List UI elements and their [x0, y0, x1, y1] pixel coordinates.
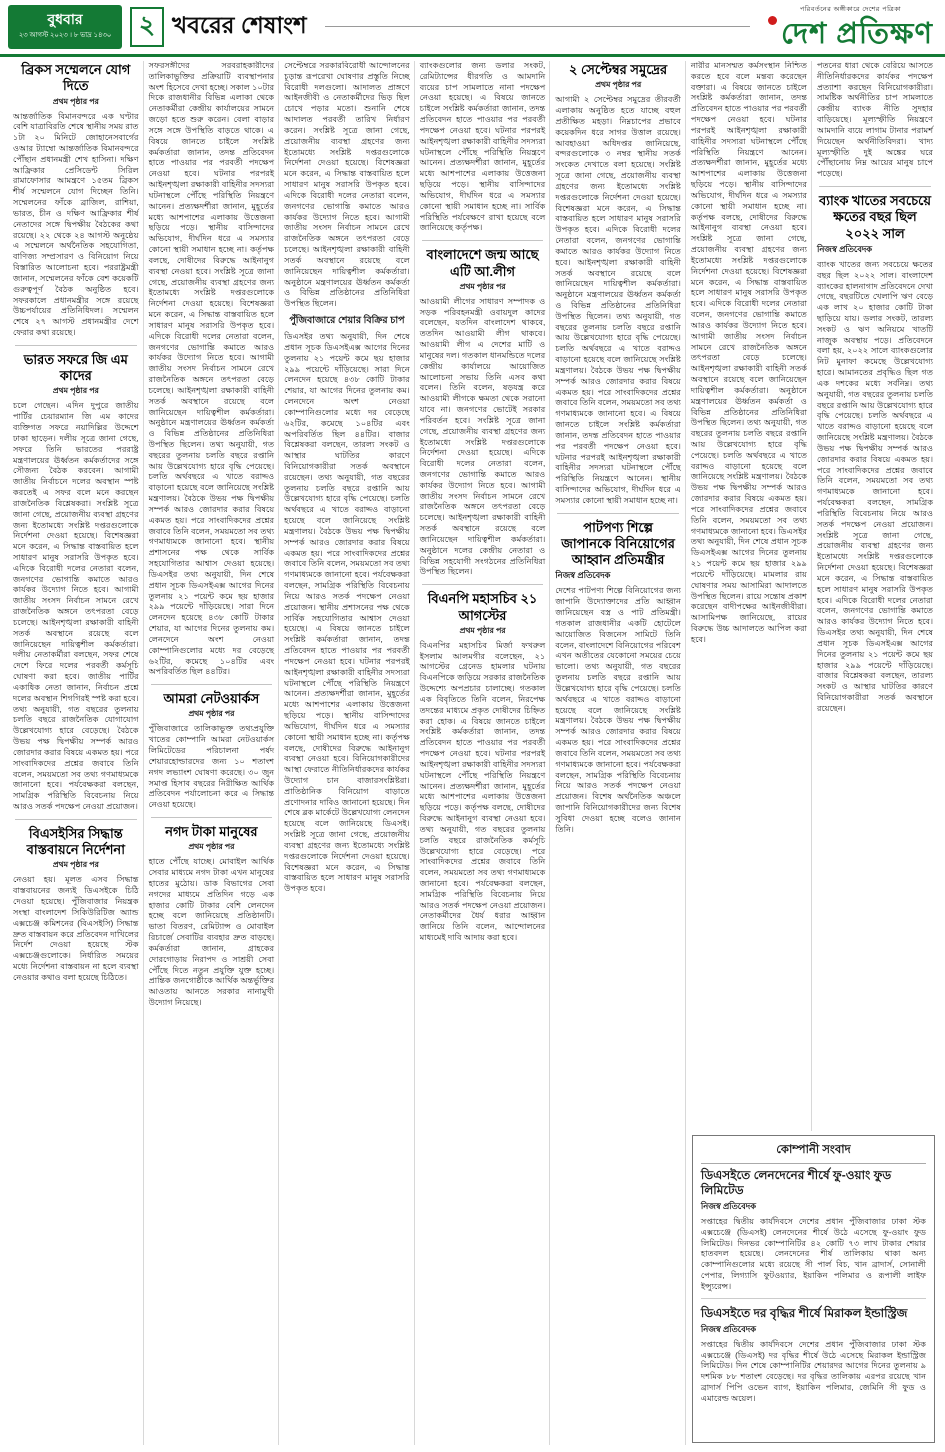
continued-from-page-one-label: প্রথম পৃষ্ঠার পর — [595, 80, 642, 90]
reporter-byline: নিজস্ব প্রতিবেদক — [700, 1323, 756, 1334]
news-column-5 — [549, 61, 685, 1445]
masthead-sun-icon — [768, 16, 777, 25]
article-headline: নগদ টাকা মানুষের — [151, 817, 273, 840]
article-body-text: দেশের পাটপণ্য শিল্পে বিনিয়োগের জন্য জাপানি উদ্যোক্তাদের প্রতি আহ্বান জানিয়েছেন বস্ত্র ও পাট প্রতিমন্ত্রী। গতকাল রাজধানীর একটি হোটেলে আয়োজিত বিজনেস সামিটে তিনি বলেন, বাংলাদেশে বিনিয়োগের পরিবেশ এখন অতীতের যেকোনো সময়ের চেয়ে ভালো। তথ্য অনুযায়ী, গত বছরের তুলনায় চলতি বছরে রপ্তানি আয় উল্লেখযোগ্য হারে বৃদ্ধি পেয়েছে। চলতি অর্থবছরে এ খাতে বরাদ্দও বাড়ানো হয়েছে বলে জানিয়েছে সংশ্লিষ্ট মন্ত্রণালয়। বৈঠকে উভয় পক্ষ দ্বিপক্ষীয় সম্পর্ক আরও জোরদার করার বিষয়ে একমত হয়। পরে সাংবাদিকদের প্রশ্নের জবাবে তিনি বলেন, সময়মতো সব তথ্য গণমাধ্যমকে জানানো হবে। পর্যবেক্ষকরা বলছেন, সামগ্রিক পরিস্থিতি বিবেচনায় নিয়ে আরও সতর্ক পদক্ষেপ নেওয়া প্রয়োজন। বিশেষ অর্থনৈতিক অঞ্চলে জাপানি বিনিয়োগকারীদের জন্য বিশেষ সুবিধা দেওয়া হচ্ছে বলেও জানান তিনি। — [555, 586, 681, 834]
section-title: খবরের শেষাংশ — [172, 12, 307, 38]
page-number: ২ — [130, 7, 164, 47]
company-article-headline: ডিএসইতে লেনদেনের শীর্ষে ফু-ওয়াং ফুড লিমিটেড — [700, 1168, 892, 1197]
article-headline: বাংলাদেশে জন্ম আছে এটি আ.লীগ — [422, 240, 544, 280]
continued-from-page-one-label: প্রথম পৃষ্ঠার পর — [52, 96, 99, 106]
article-headline: বিএসইসির সিদ্ধান্ত বাস্তবায়নে নির্দেশনা — [15, 819, 137, 859]
page-header — [0, 0, 945, 57]
continued-from-page-one-label: প্রথম পৃষ্ঠার পর — [459, 625, 506, 635]
main-content — [0, 57, 945, 1445]
reporter-byline: নিজস্ব প্রতিবেদক — [555, 570, 611, 581]
reporter-byline: নিজস্ব প্রতিবেদক — [700, 1201, 756, 1211]
article-body-text: ব্যাংকগুলোর জন্য ডলার সংকট, রেমিট্যান্সের ধীরগতি ও আমদানি ব্যয়ের চাপ সামলাতে নানা পদক্ষেপ নেওয়া হয়েছে। এ বিষয়ে জানতে চাইলে সংশ্লিষ্ট কর্মকর্তারা জানান, তদন্ত প্রতিবেদন হাতে পাওয়ার পর পরবর্তী পদক্ষেপ নেওয়া হবে। ঘটনার পরপরই আইনশৃঙ্খলা রক্ষাকারী বাহিনীর সদস্যরা ঘটনাস্থলে পৌঁছে পরিস্থিতি নিয়ন্ত্রণে আনেন। প্রত্যক্ষদর্শীরা জানান, মুহূর্তের মধ্যে আশপাশের এলাকায় উত্তেজনা ছড়িয়ে পড়ে। স্থানীয় বাসিন্দাদের অভিযোগ, দীর্ঘদিন ধরে এ সমস্যার কোনো স্থায়ী সমাধান হচ্ছে না। সার্বিক পরিস্থিতি পর্যবেক্ষণে রাখা হয়েছে বলে জানিয়েছে কর্তৃপক্ষ। — [419, 61, 546, 233]
masthead-title — [768, 16, 933, 49]
article-headline: পাটপণ্য শিল্পে জাপানকে বিনিয়োগের আহ্বান প্রতিমন্ত্রীর — [557, 513, 679, 569]
company-article-headline: ডিএসইতে দর বৃদ্ধির শীর্ষে মিরাকল ইন্ডাস্ট্রিজ — [700, 1305, 908, 1320]
continued-from-page-one-label: প্রথম পৃষ্ঠার পর — [52, 386, 99, 396]
article-body-text: সপ্তাহের দ্বিতীয় কার্যদিবসে দেশের প্রধান পুঁজিবাজার ঢাকা স্টক এক্সচেঞ্জে (ডিএসই) দর বৃদ্ধির শীর্ষে উঠে এসেছে মিরাকল ইন্ডাস্ট্রিজ লিমিটেড। দিন শেষে কোম্পানিটির শেয়ারদর আগের দিনের তুলনায় ৯ দশমিক ৮৮ শতাংশ বেড়েছে। দর বৃদ্ধির তালিকায় এরপর রয়েছে খান ব্রাদার্স পিপি ওভেন ব্যাগ, ইয়াকিন পলিমার, জেমিনি সী ফুড ও এমারেল্ড অয়েল। — [700, 1339, 927, 1403]
masthead-tagline: পরিবর্তনের অঙ্গীকারে দেশের পত্রিকা — [799, 6, 902, 13]
continued-from-page-one-label: প্রথম পৃষ্ঠার পর — [188, 842, 235, 852]
continued-from-page-one-label: প্রথম পৃষ্ঠার পর — [188, 709, 235, 719]
news-column-6 — [686, 61, 811, 1131]
article-headline: ব্যাংক খাতের সবচেয়ে ক্ষতের বছর ছিল ২০২২ সাল — [819, 186, 931, 242]
article-body-text: আন্তর্জাতিক বিমানবন্দরে এক ঘণ্টার বেশি যাত্রাবিরতি শেষে স্থানীয় সময় রাত ১টা ২০ মিনিটে জোহানেসবার্গের ওআর ট্যাম্বো আন্তর্জাতিক বিমানবন্দরে পৌঁছান প্রধানমন্ত্রী শেখ হাসিনা। দক্ষিণ আফ্রিকার প্রেসিডেন্ট সিরিল রামাফোসার আমন্ত্রণে ১৫তম ব্রিকস শীর্ষ সম্মেলনে যোগ দিচ্ছেন তিনি। সম্মেলনের ফাঁকে ব্রাজিল, রাশিয়া, ভারত, চীন ও দক্ষিণ আফ্রিকার শীর্ষ নেতাদের সঙ্গে দ্বিপক্ষীয় বৈঠকের কথা রয়েছে। ২২ থেকে ২৪ আগস্ট অনুষ্ঠেয় এ সম্মেলনে অর্থনৈতিক সহযোগিতা, বাণিজ্য সম্প্রসারণ ও বিনিয়োগ নিয়ে বিস্তারিত আলোচনা হবে। পররাষ্ট্রমন্ত্রী জানান, সম্মেলনের ফাঁকে বেশ কয়েকটি গুরুত্বপূর্ণ বৈঠক অনুষ্ঠিত হবে। সফরকালে প্রধানমন্ত্রীর সঙ্গে রয়েছে উচ্চপর্যায়ের প্রতিনিধিদল। সম্মেলন শেষে ২৭ আগস্ট প্রধানমন্ত্রীর দেশে ফেরার কথা রয়েছে। — [13, 111, 139, 338]
company-news-item — [701, 1298, 926, 1405]
article-body-text: বিএনপির মহাসচিব মির্জা ফখরুল ইসলাম আলমগীর বলেছেন, ২১ আগস্টের গ্রেনেড হামলার ঘটনায় বিএনপিকে জড়িয়ে সরকার রাজনৈতিক উদ্দেশ্যে অপপ্রচার চালাচ্ছে। গতকাল এক বিবৃতিতে তিনি বলেন, নিরপেক্ষ তদন্তের মাধ্যমে প্রকৃত দোষীদের চিহ্নিত করা হোক। এ বিষয়ে জানতে চাইলে সংশ্লিষ্ট কর্মকর্তারা জানান, তদন্ত প্রতিবেদন হাতে পাওয়ার পর পরবর্তী পদক্ষেপ নেওয়া হবে। ঘটনার পরপরই আইনশৃঙ্খলা রক্ষাকারী বাহিনীর সদস্যরা ঘটনাস্থলে পৌঁছে পরিস্থিতি নিয়ন্ত্রণে আনেন। প্রত্যক্ষদর্শীরা জানান, মুহূর্তের মধ্যে আশপাশের এলাকায় উত্তেজনা ছড়িয়ে পড়ে। কর্তৃপক্ষ বলছে, দোষীদের বিরুদ্ধে আইনানুগ ব্যবস্থা নেওয়া হবে। তথ্য অনুযায়ী, গত বছরের তুলনায় চলতি বছরে রাজনৈতিক কর্মসূচি উল্লেখযোগ্য হারে বেড়েছে। পরে সাংবাদিকদের প্রশ্নের জবাবে তিনি বলেন, সময়মতো সব তথ্য গণমাধ্যমকে জানানো হবে। পর্যবেক্ষকরা বলছেন, সামগ্রিক পরিস্থিতি বিবেচনায় নিয়ে আরও সতর্ক পদক্ষেপ নেওয়া প্রয়োজন। নেতাকর্মীদের ধৈর্য ধরার আহ্বান জানিয়ে তিনি বলেন, আন্দোলনের মাধ্যমেই দাবি আদায় করা হবে। — [419, 640, 546, 943]
article-body-text: নারীর মানসম্মত কর্মসংস্থান নিশ্চিত করতে হবে বলে মন্তব্য করেছেন বক্তারা। এ বিষয়ে জানতে চাইলে সংশ্লিষ্ট কর্মকর্তারা জানান, তদন্ত প্রতিবেদন হাতে পাওয়ার পর পরবর্তী পদক্ষেপ নেওয়া হবে। ঘটনার পরপরই আইনশৃঙ্খলা রক্ষাকারী বাহিনীর সদস্যরা ঘটনাস্থলে পৌঁছে পরিস্থিতি নিয়ন্ত্রণে আনেন। প্রত্যক্ষদর্শীরা জানান, মুহূর্তের মধ্যে আশপাশের এলাকায় উত্তেজনা ছড়িয়ে পড়ে। স্থানীয় বাসিন্দাদের অভিযোগ, দীর্ঘদিন ধরে এ সমস্যার কোনো স্থায়ী সমাধান হচ্ছে না। কর্তৃপক্ষ বলছে, দোষীদের বিরুদ্ধে আইনানুগ ব্যবস্থা নেওয়া হবে। সংশ্লিষ্ট সূত্রে জানা গেছে, প্রয়োজনীয় ব্যবস্থা গ্রহণের জন্য ইতোমধ্যে সংশ্লিষ্ট দপ্তরগুলোকে নির্দেশনা দেওয়া হয়েছে। বিশেষজ্ঞরা মনে করেন, এ সিদ্ধান্ত বাস্তবায়িত হলে সাধারণ মানুষ সরাসরি উপকৃত হবে। এদিকে বিরোধী দলের নেতারা বলেন, জনগণের ভোগান্তি কমাতে আরও কার্যকর উদ্যোগ নিতে হবে। আগামী জাতীয় সংসদ নির্বাচন সামনে রেখে রাজনৈতিক অঙ্গনে তৎপরতা বেড়ে চলেছে। আইনশৃঙ্খলা রক্ষাকারী বাহিনী সতর্ক অবস্থানে রয়েছে বলে জানিয়েছেন দায়িত্বশীল কর্মকর্তারা। অনুষ্ঠানে মন্ত্রণালয়ের ঊর্ধ্বতন কর্মকর্তা ও বিভিন্ন প্রতিষ্ঠানের প্রতিনিধিরা উপস্থিত ছিলেন। তথ্য অনুযায়ী, গত বছরের তুলনায় চলতি বছরে রপ্তানি আয় উল্লেখযোগ্য হারে বৃদ্ধি পেয়েছে। চলতি অর্থবছরে এ খাতে বরাদ্দও বাড়ানো হয়েছে বলে জানিয়েছে সংশ্লিষ্ট মন্ত্রণালয়। বৈঠকে উভয় পক্ষ দ্বিপক্ষীয় সম্পর্ক আরও জোরদার করার বিষয়ে একমত হয়। পরে সাংবাদিকদের প্রশ্নের জবাবে তিনি বলেন, সময়মতো সব তথ্য গণমাধ্যমকে জানানো হবে। ডিএসইর তথ্য অনুযায়ী, দিন শেষে প্রধান সূচক ডিএসইএক্স আগের দিনের তুলনায় ২১ পয়েন্ট কমে ছয় হাজার ২৯৯ পয়েন্টে দাঁড়িয়েছে। মামলার রায় ঘোষণার সময় আসামিরা আদালতে উপস্থিত ছিলেন। রায়ে সন্তোষ প্রকাশ করেছেন বাদীপক্ষের আইনজীবীরা। আসামিপক্ষ জানিয়েছে, রায়ের বিরুদ্ধে উচ্চ আদালতে আপিল করা হবে। — [690, 61, 807, 644]
article-headline: বিএনপি মহাসচিব ২১ আগস্টের — [422, 584, 544, 624]
right-section — [685, 61, 937, 1445]
header-rule — [325, 26, 750, 27]
article-body-text: নেওয়া হয়। মূলত এসব সিদ্ধান্ত বাস্তবায়নের জন্যই ডিএসইকে চিঠি দেওয়া হয়েছে। পুঁজিবাজার নিয়ন্ত্রক সংস্থা বাংলাদেশ সিকিউরিটিজ অ্যান্ড এক্সচেঞ্জ কমিশনের (বিএসইসি) সিদ্ধান্ত দ্রুত বাস্তবায়ন করে প্রতিবেদন দাখিলের নির্দেশ দেওয়া হয়েছে স্টক এক্সচেঞ্জগুলোকে। নির্ধারিত সময়ের মধ্যে নির্দেশনা বাস্তবায়ন না হলে ব্যবস্থা নেওয়ার কথাও বলা হয়েছে চিঠিতে। — [13, 875, 139, 982]
article-headline: ২ সেপ্টেম্বর সমুদ্রের — [568, 62, 668, 77]
news-column-4 — [414, 61, 550, 1445]
article-body-text: ডিএসইর তথ্য অনুযায়ী, দিন শেষে প্রধান সূচক ডিএসইএক্স আগের দিনের তুলনায় ২১ পয়েন্ট কমে ছয় হাজার ২৯৯ পয়েন্টে দাঁড়িয়েছে। সারা দিনে লেনদেন হয়েছে ৪৩৮ কোটি টাকার শেয়ার, যা আগের দিনের তুলনায় কম। লেনদেনে অংশ নেওয়া কোম্পানিগুলোর মধ্যে দর বেড়েছে ৬২টির, কমেছে ১০৪টির এবং অপরিবর্তিত ছিল ৪৪টির। বাজার বিশ্লেষকরা বলছেন, তারল্য সংকট ও আস্থার ঘাটতির কারণে বিনিয়োগকারীরা সতর্ক অবস্থানে রয়েছেন। তথ্য অনুযায়ী, গত বছরের তুলনায় চলতি বছরে রপ্তানি আয় উল্লেখযোগ্য হারে বৃদ্ধি পেয়েছে। চলতি অর্থবছরে এ খাতে বরাদ্দও বাড়ানো হয়েছে বলে জানিয়েছে সংশ্লিষ্ট মন্ত্রণালয়। বৈঠকে উভয় পক্ষ দ্বিপক্ষীয় সম্পর্ক আরও জোরদার করার বিষয়ে একমত হয়। পরে সাংবাদিকদের প্রশ্নের জবাবে তিনি বলেন, সময়মতো সব তথ্য গণমাধ্যমকে জানানো হবে। পর্যবেক্ষকরা বলছেন, সামগ্রিক পরিস্থিতি বিবেচনায় নিয়ে আরও সতর্ক পদক্ষেপ নেওয়া প্রয়োজন। স্থানীয় প্রশাসনের পক্ষ থেকে সার্বিক সহযোগিতার আশ্বাস দেওয়া হয়েছে। এ বিষয়ে জানতে চাইলে সংশ্লিষ্ট কর্মকর্তারা জানান, তদন্ত প্রতিবেদন হাতে পাওয়ার পর পরবর্তী পদক্ষেপ নেওয়া হবে। ঘটনার পরপরই আইনশৃঙ্খলা রক্ষাকারী বাহিনীর সদস্যরা ঘটনাস্থলে পৌঁছে পরিস্থিতি নিয়ন্ত্রণে আনেন। প্রত্যক্ষদর্শীরা জানান, মুহূর্তের মধ্যে আশপাশের এলাকায় উত্তেজনা ছড়িয়ে পড়ে। স্থানীয় বাসিন্দাদের অভিযোগ, দীর্ঘদিন ধরে এ সমস্যার কোনো স্থায়ী সমাধান হচ্ছে না। কর্তৃপক্ষ বলছে, দোষীদের বিরুদ্ধে আইনানুগ ব্যবস্থা নেওয়া হবে। বিনিয়োগকারীদের আস্থা ফেরাতে নীতিনির্ধারকদের কার্যকর উদ্যোগ চান বাজারসংশ্লিষ্টরা। প্রাতিষ্ঠানিক বিনিয়োগ বাড়াতে প্রণোদনার দাবিও জানানো হয়েছে। দিন শেষে ব্লক মার্কেটে উল্লেখযোগ্য লেনদেন হয়েছে বলে জানিয়েছে ডিএসই। সংশ্লিষ্ট সূত্রে জানা গেছে, প্রয়োজনীয় ব্যবস্থা গ্রহণের জন্য ইতোমধ্যে সংশ্লিষ্ট দপ্তরগুলোকে নির্দেশনা দেওয়া হয়েছে। বিশেষজ্ঞরা মনে করেন, এ সিদ্ধান্ত বাস্তবায়িত হলে সাধারণ মানুষ সরাসরি উপকৃত হবে। — [284, 332, 410, 894]
article-body-text: ব্যাংক খাতের জন্য সবচেয়ে ক্ষতের বছর ছিল ২০২২ সাল। বাংলাদেশ ব্যাংকের হালনাগাদ প্রতিবেদনে দেখা গেছে, বছরটিতে খেলাপি ঋণ বেড়ে এক লাখ ২০ হাজার কোটি টাকা ছাড়িয়ে যায়। ডলার সংকট, তারল্য সংকট ও ঋণ অনিয়মে খাতটি নাজুক অবস্থায় পড়ে। প্রতিবেদনে বলা হয়, ২০২২ সালে ব্যাংকগুলোর নিট মুনাফা কমেছে উল্লেখযোগ্য হারে। আমানতের প্রবৃদ্ধিও ছিল গত এক দশকের মধ্যে সর্বনিম্ন। তথ্য অনুযায়ী, গত বছরের তুলনায় চলতি বছরে রপ্তানি আয় উল্লেখযোগ্য হারে বৃদ্ধি পেয়েছে। চলতি অর্থবছরে এ খাতে বরাদ্দও বাড়ানো হয়েছে বলে জানিয়েছে সংশ্লিষ্ট মন্ত্রণালয়। বৈঠকে উভয় পক্ষ দ্বিপক্ষীয় সম্পর্ক আরও জোরদার করার বিষয়ে একমত হয়। পরে সাংবাদিকদের প্রশ্নের জবাবে তিনি বলেন, সময়মতো সব তথ্য গণমাধ্যমকে জানানো হবে। পর্যবেক্ষকরা বলছেন, সামগ্রিক পরিস্থিতি বিবেচনায় নিয়ে আরও সতর্ক পদক্ষেপ নেওয়া প্রয়োজন। সংশ্লিষ্ট সূত্রে জানা গেছে, প্রয়োজনীয় ব্যবস্থা গ্রহণের জন্য ইতোমধ্যে সংশ্লিষ্ট দপ্তরগুলোকে নির্দেশনা দেওয়া হয়েছে। বিশেষজ্ঞরা মনে করেন, এ সিদ্ধান্ত বাস্তবায়িত হলে সাধারণ মানুষ সরাসরি উপকৃত হবে। এদিকে বিরোধী দলের নেতারা বলেন, জনগণের ভোগান্তি কমাতে আরও কার্যকর উদ্যোগ নিতে হবে। ডিএসইর তথ্য অনুযায়ী, দিন শেষে প্রধান সূচক ডিএসইএক্স আগের দিনের তুলনায় ২১ পয়েন্ট কমে ছয় হাজার ২৯৯ পয়েন্টে দাঁড়িয়েছে। বাজার বিশ্লেষকরা বলছেন, তারল্য সংকট ও আস্থার ঘাটতির কারণে বিনিয়োগকারীরা সতর্ক অবস্থানে রয়েছেন। — [816, 259, 934, 713]
article-body-text: সপ্তাহের দ্বিতীয় কার্যদিবসে দেশের প্রধান পুঁজিবাজার ঢাকা স্টক এক্সচেঞ্জে (ডিএসই) লেনদেনের শীর্ষে উঠে এসেছে ফু-ওয়াং ফুড লিমিটেড। দিনভর কোম্পানিটির ৪২ কোটি ৭৩ লাখ টাকার শেয়ার হাতবদল হয়েছে। লেনদেনের শীর্ষ তালিকায় থাকা অন্য কোম্পানিগুলোর মধ্যে রয়েছে সী পার্ল বিচ, খান ব্রাদার্স, সোনালী পেপার, লিগ্যাসি ফুটওয়্যার, ইয়াকিন পলিমার ও রূপালী লাইফ ইন্স্যুরেন্স। — [700, 1217, 927, 1291]
article-body-text: আওয়ামী লীগের সাধারণ সম্পাদক ও সড়ক পরিবহনমন্ত্রী ওবায়দুল কাদের বলেছেন, যতদিন বাংলাদেশ থাকবে, ততদিন আওয়ামী লীগ থাকবে। আওয়ামী লীগ এ দেশের মাটি ও মানুষের দল। গতকাল ধানমন্ডিতে দলের কেন্দ্রীয় কার্যালয়ে আয়োজিত আলোচনা সভায় তিনি এসব কথা বলেন। তিনি বলেন, ষড়যন্ত্র করে আওয়ামী লীগকে ক্ষমতা থেকে সরানো যাবে না। জনগণের ভোটেই সরকার পরিবর্তন হবে। সংশ্লিষ্ট সূত্রে জানা গেছে, প্রয়োজনীয় ব্যবস্থা গ্রহণের জন্য ইতোমধ্যে সংশ্লিষ্ট দপ্তরগুলোকে নির্দেশনা দেওয়া হয়েছে। এদিকে বিরোধী দলের নেতারা বলেন, জনগণের ভোগান্তি কমাতে আরও কার্যকর উদ্যোগ নিতে হবে। আগামী জাতীয় সংসদ নির্বাচন সামনে রেখে রাজনৈতিক অঙ্গনে তৎপরতা বেড়ে চলেছে। আইনশৃঙ্খলা রক্ষাকারী বাহিনী সতর্ক অবস্থানে রয়েছে বলে জানিয়েছেন দায়িত্বশীল কর্মকর্তারা। অনুষ্ঠানে দলের কেন্দ্রীয় নেতারা ও বিভিন্ন সহযোগী সংগঠনের প্রতিনিধিরা উপস্থিত ছিলেন। — [419, 296, 546, 577]
article-body-text: হাতে পৌঁছে যাচ্ছে। মোবাইল আর্থিক সেবার মাধ্যমে নগদ টাকা এখন মানুষের হাতের মুঠোয়। ডাক বিভাগের সেবা নগদের মাধ্যমে প্রতিদিন গড়ে এক হাজার কোটি টাকার বেশি লেনদেন হচ্ছে বলে জানিয়েছে প্রতিষ্ঠানটি। ভাতা বিতরণ, রেমিট্যান্স ও মোবাইল রিচার্জে সেবাটির ব্যবহার দ্রুত বাড়ছে। কর্মকর্তারা জানান, গ্রাহকের দোরগোড়ায় নিরাপদ ও সাশ্রয়ী সেবা পৌঁছে দিতে নতুন প্রযুক্তি যুক্ত হচ্ছে। প্রান্তিক জনগোষ্ঠীকে আর্থিক অন্তর্ভুক্তির আওতায় আনতে সরকার নানামুখী উদ্যোগ নিয়েছে। — [148, 857, 275, 1008]
date-box — [8, 5, 122, 49]
article-headline: ব্রিকস সম্মেলনে যোগ দিতে — [21, 62, 131, 94]
weekday-label: বুধবার — [47, 10, 83, 27]
company-items — [701, 1168, 926, 1405]
masthead — [768, 4, 937, 49]
article-body-text: আগামী ২ সেপ্টেম্বর সমুদ্রের তীরবর্তী এলাকায় অনুষ্ঠিত হতে যাচ্ছে বহুল প্রতীক্ষিত মহড়া। নিম্নচাপের প্রভাবে কয়েকদিন ধরে সাগর উত্তাল রয়েছে। আবহাওয়া অধিদপ্তর জানিয়েছে, বন্দরগুলোকে ৩ নম্বর স্থানীয় সতর্ক সংকেত দেখাতে বলা হয়েছে। সংশ্লিষ্ট সূত্রে জানা গেছে, প্রয়োজনীয় ব্যবস্থা গ্রহণের জন্য ইতোমধ্যে সংশ্লিষ্ট দপ্তরগুলোকে নির্দেশনা দেওয়া হয়েছে। বিশেষজ্ঞরা মনে করেন, এ সিদ্ধান্ত বাস্তবায়িত হলে সাধারণ মানুষ সরাসরি উপকৃত হবে। এদিকে বিরোধী দলের নেতারা বলেন, জনগণের ভোগান্তি কমাতে আরও কার্যকর উদ্যোগ নিতে হবে। আইনশৃঙ্খলা রক্ষাকারী বাহিনী সতর্ক অবস্থানে রয়েছে বলে জানিয়েছেন দায়িত্বশীল কর্মকর্তারা। অনুষ্ঠানে মন্ত্রণালয়ের ঊর্ধ্বতন কর্মকর্তা ও বিভিন্ন প্রতিষ্ঠানের প্রতিনিধিরা উপস্থিত ছিলেন। তথ্য অনুযায়ী, গত বছরের তুলনায় চলতি বছরে রপ্তানি আয় উল্লেখযোগ্য হারে বৃদ্ধি পেয়েছে। চলতি অর্থবছরে এ খাতে বরাদ্দও বাড়ানো হয়েছে বলে জানিয়েছে সংশ্লিষ্ট মন্ত্রণালয়। বৈঠকে উভয় পক্ষ দ্বিপক্ষীয় সম্পর্ক আরও জোরদার করার বিষয়ে একমত হয়। পরে সাংবাদিকদের প্রশ্নের জবাবে তিনি বলেন, সময়মতো সব তথ্য গণমাধ্যমকে জানানো হবে। এ বিষয়ে জানতে চাইলে সংশ্লিষ্ট কর্মকর্তারা জানান, তদন্ত প্রতিবেদন হাতে পাওয়ার পর পরবর্তী পদক্ষেপ নেওয়া হবে। ঘটনার পরপরই আইনশৃঙ্খলা রক্ষাকারী বাহিনীর সদস্যরা ঘটনাস্থলে পৌঁছে পরিস্থিতি নিয়ন্ত্রণে আনেন। স্থানীয় বাসিন্দাদের অভিযোগ, দীর্ঘদিন ধরে এ সমস্যার কোনো স্থায়ী সমাধান হচ্ছে না। — [555, 95, 681, 505]
news-column-3 — [278, 61, 414, 1445]
article-body-text: পতনের ধারা থেকে বেরিয়ে আসতে নীতিনির্ধারকদের কার্যকর পদক্ষেপ প্রত্যাশা করছেন বিনিয়োগকারীরা। সামষ্টিক অর্থনীতির চাপ সামলাতে কেন্দ্রীয় ব্যাংক নীতি সুদহার বাড়িয়েছে। মূল্যস্ফীতি নিয়ন্ত্রণে আমদানি ব্যয়ে লাগাম টানার পরামর্শ দিয়েছেন অর্থনীতিবিদরা। খাদ্য মূল্যস্ফীতি দুই অঙ্কের ঘরে পৌঁছানোয় নিম্ন আয়ের মানুষ চাপে পড়েছে। — [816, 61, 934, 179]
company-news-item — [701, 1168, 926, 1293]
date-line: ২৩ আগস্ট ২০২৩ । ৮ ভাদ্র ১৪৩০ — [18, 32, 112, 40]
article-headline: ভারত সফরে জি এম কাদের — [15, 345, 137, 385]
article-body-text: সেপ্টেম্বরে সরকারবিরোধী আন্দোলনের চূড়ান্ত রূপরেখা ঘোষণার প্রস্তুতি নিচ্ছে বিরোধী দলগুলো। আদালত প্রাঙ্গণে আইনজীবী ও নেতাকর্মীদের ভিড় ছিল চোখে পড়ার মতো। শুনানি শেষে আদালত পরবর্তী তারিখ নির্ধারণ করেন। সংশ্লিষ্ট সূত্রে জানা গেছে, প্রয়োজনীয় ব্যবস্থা গ্রহণের জন্য ইতোমধ্যে সংশ্লিষ্ট দপ্তরগুলোকে নির্দেশনা দেওয়া হয়েছে। বিশেষজ্ঞরা মনে করেন, এ সিদ্ধান্ত বাস্তবায়িত হলে সাধারণ মানুষ সরাসরি উপকৃত হবে। এদিকে বিরোধী দলের নেতারা বলেন, জনগণের ভোগান্তি কমাতে আরও কার্যকর উদ্যোগ নিতে হবে। আগামী জাতীয় সংসদ নির্বাচন সামনে রেখে রাজনৈতিক অঙ্গনে তৎপরতা বেড়ে চলেছে। আইনশৃঙ্খলা রক্ষাকারী বাহিনী সতর্ক অবস্থানে রয়েছে বলে জানিয়েছেন দায়িত্বশীল কর্মকর্তারা। অনুষ্ঠানে মন্ত্রণালয়ের ঊর্ধ্বতন কর্মকর্তা ও বিভিন্ন প্রতিষ্ঠানের প্রতিনিধিরা উপস্থিত ছিলেন। — [284, 61, 410, 309]
news-column-2 — [143, 61, 279, 1445]
continued-from-page-one-label: প্রথম পৃষ্ঠার পর — [52, 860, 99, 870]
article-body-text: চলে গেছেন। এদিন দুপুরে জাতীয় পার্টির চেয়ারম্যান জি এম কাদের ব্যক্তিগত সফরে নয়াদিল্লির উদ্দেশে ঢাকা ছাড়েন। দলীয় সূত্রে জানা গেছে, সফরে তিনি ভারতের পররাষ্ট্র মন্ত্রণালয়ের ঊর্ধ্বতন কর্মকর্তাদের সঙ্গে সৌজন্য বৈঠক করবেন। আগামী জাতীয় নির্বাচনে দলের অবস্থান স্পষ্ট করতেই এ সফর বলে মনে করছেন রাজনৈতিক বিশ্লেষকরা। সংশ্লিষ্ট সূত্রে জানা গেছে, প্রয়োজনীয় ব্যবস্থা গ্রহণের জন্য ইতোমধ্যে সংশ্লিষ্ট দপ্তরগুলোকে নির্দেশনা দেওয়া হয়েছে। বিশেষজ্ঞরা মনে করেন, এ সিদ্ধান্ত বাস্তবায়িত হলে সাধারণ মানুষ সরাসরি উপকৃত হবে। এদিকে বিরোধী দলের নেতারা বলেন, জনগণের ভোগান্তি কমাতে আরও কার্যকর উদ্যোগ নিতে হবে। আগামী জাতীয় সংসদ নির্বাচন সামনে রেখে রাজনৈতিক অঙ্গনে তৎপরতা বেড়ে চলেছে। আইনশৃঙ্খলা রক্ষাকারী বাহিনী সতর্ক অবস্থানে রয়েছে বলে জানিয়েছেন দায়িত্বশীল কর্মকর্তারা। দলীয় নেতাকর্মীরা বলছেন, সফর শেষে দেশে ফিরে দলের পরবর্তী কর্মসূচি ঘোষণা করা হবে। জাতীয় পার্টির একাধিক নেতা জানান, নির্বাচন প্রশ্নে দলের অবস্থান শিগগিরই স্পষ্ট করা হবে। তথ্য অনুযায়ী, গত বছরের তুলনায় চলতি বছরে রাজনৈতিক যোগাযোগ উল্লেখযোগ্য হারে বেড়েছে। বৈঠকে উভয় পক্ষ দ্বিপক্ষীয় সম্পর্ক আরও জোরদার করার বিষয়ে একমত হয়। পরে সাংবাদিকদের প্রশ্নের জবাবে তিনি বলেন, সময়মতো সব তথ্য গণমাধ্যমকে জানানো হবে। পর্যবেক্ষকরা বলছেন, সামগ্রিক পরিস্থিতি বিবেচনায় নিয়ে আরও সতর্ক পদক্ষেপ নেওয়া প্রয়োজন। — [13, 401, 139, 812]
news-column-1 — [8, 61, 143, 1445]
article-body-text: সফরসঙ্গীদের সরবরাহকারীদের তালিকাভুক্তির প্রক্রিয়াটি ব্যবস্থাপনার অংশ হিসেবে দেখা হচ্ছে। সকাল ১০টার দিকে রাজধানীর বিভিন্ন এলাকা থেকে নেতাকর্মীরা কেন্দ্রীয় কার্যালয়ের সামনে জড়ো হতে শুরু করেন। বেলা বাড়ার সঙ্গে সঙ্গে উপস্থিতি বাড়তে থাকে। এ বিষয়ে জানতে চাইলে সংশ্লিষ্ট কর্মকর্তারা জানান, তদন্ত প্রতিবেদন হাতে পাওয়ার পর পরবর্তী পদক্ষেপ নেওয়া হবে। ঘটনার পরপরই আইনশৃঙ্খলা রক্ষাকারী বাহিনীর সদস্যরা ঘটনাস্থলে পৌঁছে পরিস্থিতি নিয়ন্ত্রণে আনেন। প্রত্যক্ষদর্শীরা জানান, মুহূর্তের মধ্যে আশপাশের এলাকায় উত্তেজনা ছড়িয়ে পড়ে। স্থানীয় বাসিন্দাদের অভিযোগ, দীর্ঘদিন ধরে এ সমস্যার কোনো স্থায়ী সমাধান হচ্ছে না। কর্তৃপক্ষ বলছে, দোষীদের বিরুদ্ধে আইনানুগ ব্যবস্থা নেওয়া হবে। সংশ্লিষ্ট সূত্রে জানা গেছে, প্রয়োজনীয় ব্যবস্থা গ্রহণের জন্য ইতোমধ্যে সংশ্লিষ্ট দপ্তরগুলোকে নির্দেশনা দেওয়া হয়েছে। বিশেষজ্ঞরা মনে করেন, এ সিদ্ধান্ত বাস্তবায়িত হলে সাধারণ মানুষ সরাসরি উপকৃত হবে। এদিকে বিরোধী দলের নেতারা বলেন, জনগণের ভোগান্তি কমাতে আরও কার্যকর উদ্যোগ নিতে হবে। আগামী জাতীয় সংসদ নির্বাচন সামনে রেখে রাজনৈতিক অঙ্গনে তৎপরতা বেড়ে চলেছে। আইনশৃঙ্খলা রক্ষাকারী বাহিনী সতর্ক অবস্থানে রয়েছে বলে জানিয়েছেন দায়িত্বশীল কর্মকর্তারা। অনুষ্ঠানে মন্ত্রণালয়ের ঊর্ধ্বতন কর্মকর্তা ও বিভিন্ন প্রতিষ্ঠানের প্রতিনিধিরা উপস্থিত ছিলেন। তথ্য অনুযায়ী, গত বছরের তুলনায় চলতি বছরে রপ্তানি আয় উল্লেখযোগ্য হারে বৃদ্ধি পেয়েছে। চলতি অর্থবছরে এ খাতে বরাদ্দও বাড়ানো হয়েছে বলে জানিয়েছে সংশ্লিষ্ট মন্ত্রণালয়। বৈঠকে উভয় পক্ষ দ্বিপক্ষীয় সম্পর্ক আরও জোরদার করার বিষয়ে একমত হয়। পরে সাংবাদিকদের প্রশ্নের জবাবে তিনি বলেন, সময়মতো সব তথ্য গণমাধ্যমকে জানানো হবে। স্থানীয় প্রশাসনের পক্ষ থেকে সার্বিক সহযোগিতার আশ্বাস দেওয়া হয়েছে। ডিএসইর তথ্য অনুযায়ী, দিন শেষে প্রধান সূচক ডিএসইএক্স আগের দিনের তুলনায় ২১ পয়েন্ট কমে ছয় হাজার ২৯৯ পয়েন্টে দাঁড়িয়েছে। সারা দিনে লেনদেন হয়েছে ৪৩৮ কোটি টাকার শেয়ার, যা আগের দিনের তুলনায় কম। লেনদেনে অংশ নেওয়া কোম্পানিগুলোর মধ্যে দর বেড়েছে ৬২টির, কমেছে ১০৪টির এবং অপরিবর্তিত ছিল ৪৪টির। — [148, 61, 275, 677]
article-crosshead: পুঁজিবাজারে শেয়ার বিক্রির চাপ — [289, 315, 405, 327]
article-headline: আমরা নেটওয়ার্কস — [151, 684, 273, 707]
company-news-box — [692, 1135, 935, 1443]
continued-from-page-one-label: প্রথম পৃষ্ঠার পর — [459, 281, 506, 291]
reporter-byline: নিজস্ব প্রতিবেদক — [816, 243, 872, 254]
article-body-text: পুঁজিবাজারে তালিকাভুক্ত তথ্যপ্রযুক্তি খাতের কোম্পানি আমরা নেটওয়ার্কস লিমিটেডের পরিচালনা পর্ষদ শেয়ারহোল্ডারদের জন্য ১০ শতাংশ নগদ লভ্যাংশ ঘোষণা করেছে। ৩০ জুন সমাপ্ত হিসাব বছরের নিরীক্ষিত আর্থিক প্রতিবেদন পর্যালোচনা করে এ সিদ্ধান্ত নেওয়া হয়েছে। — [148, 724, 275, 810]
news-column-7 — [811, 61, 937, 1131]
masthead-text: দেশ প্রতিক্ষণ — [781, 18, 933, 50]
right-columns — [686, 61, 937, 1131]
company-box-title: কোম্পানী সংবাদ — [701, 1141, 926, 1164]
